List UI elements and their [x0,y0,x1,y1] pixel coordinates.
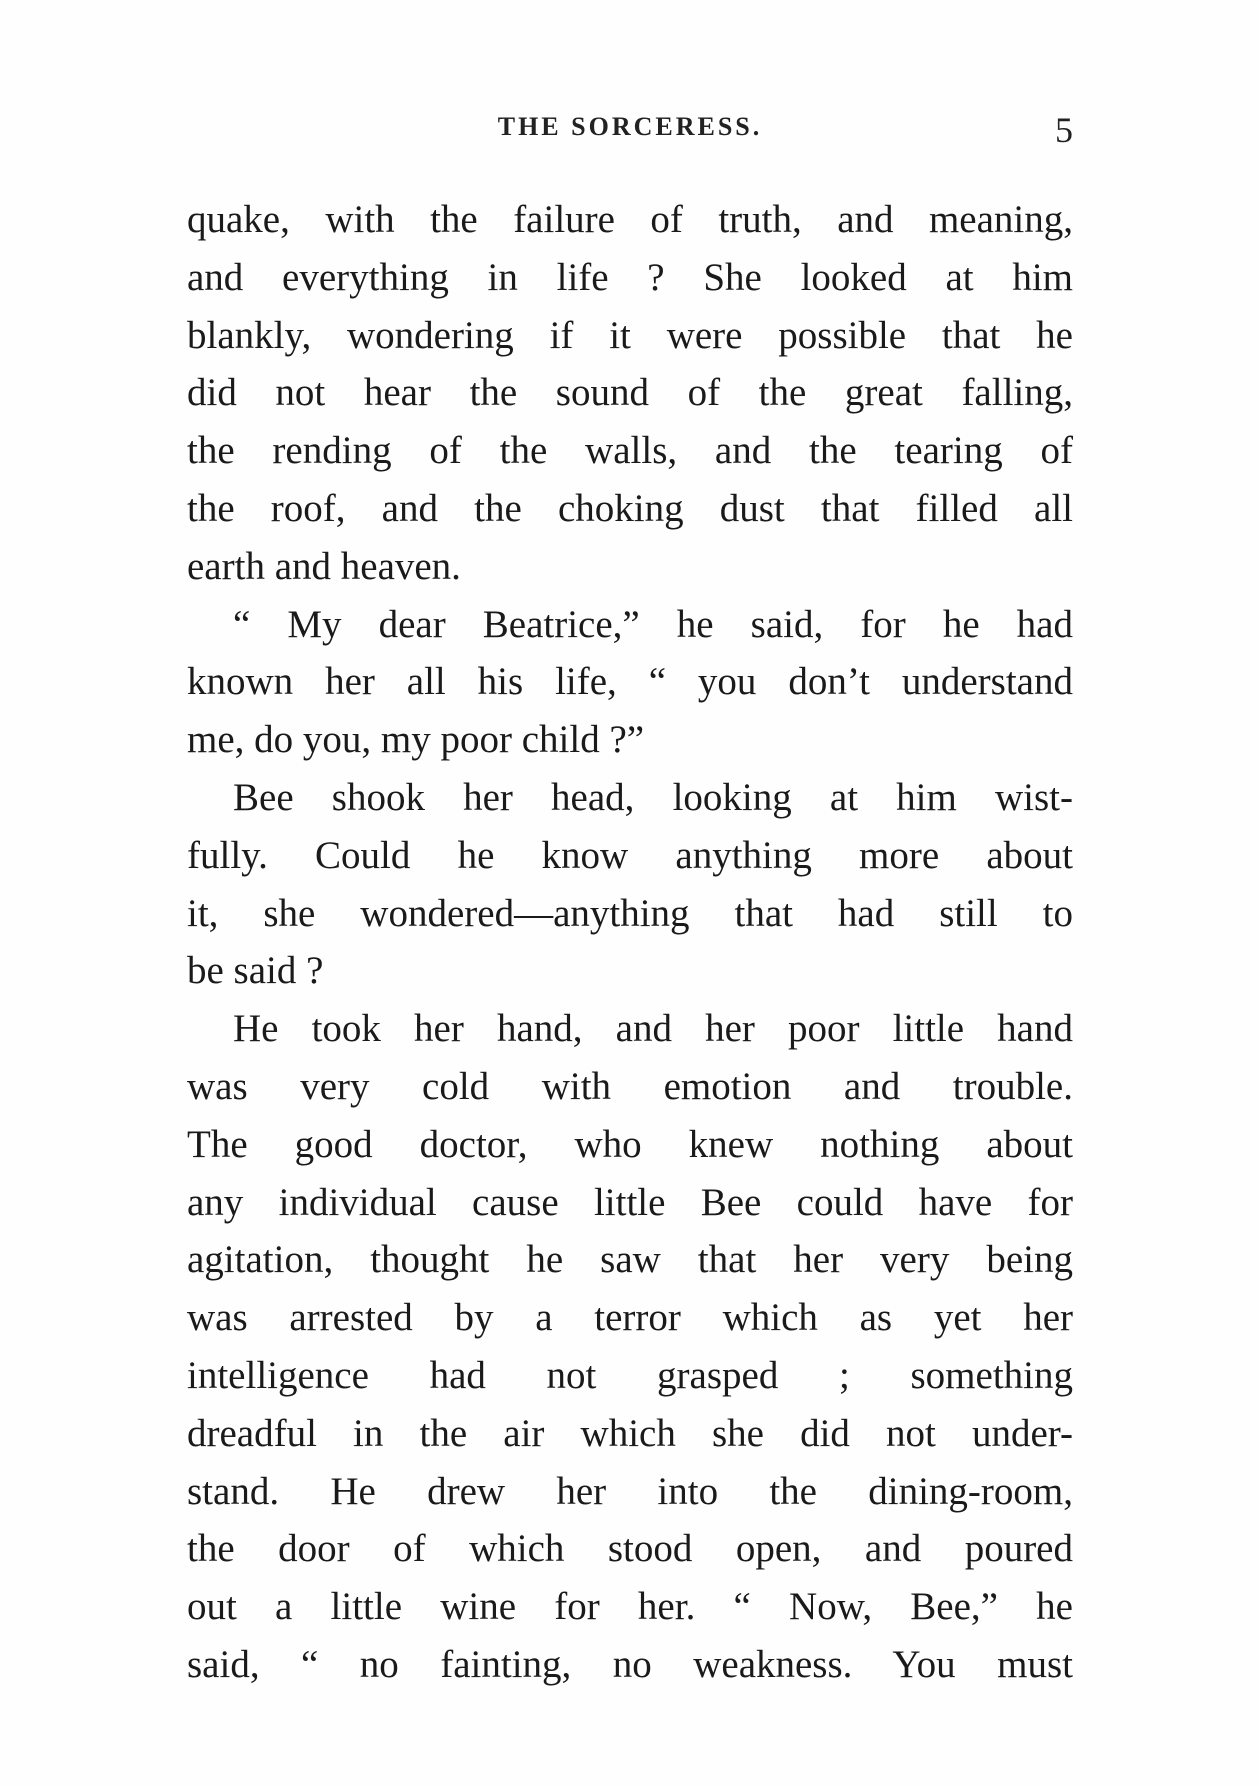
text-line: known her all his life, “ you don’t understand [187,660,1073,704]
text-line: fully. Could he know anything more about [187,833,1073,877]
text-line: blankly, wondering if it were possible that he [187,313,1073,357]
text-line: the roof, and the choking dust that filled all [187,486,1073,530]
body-text [187,191,1073,1694]
text-line: stand. He drew her into the dining-room, [187,1469,1073,1513]
text-line: was arrested by a terror which as yet her [187,1296,1073,1340]
text-line: earth and heaven. [187,544,461,588]
text-line: dreadful in the air which she did not under- [187,1411,1073,1455]
text-line: Bee shook her head, looking at him wist- [233,775,1073,819]
text-line: said, “ no fainting, no weakness. You must [187,1642,1073,1686]
paragraph [187,1000,1073,1694]
text-line: the rending of the walls, and the tearing of [187,429,1073,473]
text-line: intelligence had not grasped ; something [187,1353,1073,1397]
running-title: THE SORCERESS. [497,112,763,141]
text-line: me, do you, my poor child ?” [187,718,645,762]
text-line: out a little wine for her. “ Now, Bee,” he [187,1585,1073,1629]
text-line: any individual cause little Bee could have for [187,1180,1073,1224]
text-line: quake, with the failure of truth, and meaning, [187,198,1073,241]
text-line: it, she wondered—anything that had still to [187,891,1073,935]
paragraph [187,596,1073,769]
text-line: be said ? [187,949,324,993]
page-header [187,112,1073,152]
text-line: agitation, thought he saw that her very being [187,1238,1073,1282]
text-line: was very cold with emotion and trouble. [187,1064,1073,1108]
text-line: did not hear the sound of the great falling, [187,371,1073,415]
text-line: The good doctor, who knew nothing about [187,1122,1073,1166]
paragraph [187,191,1073,596]
text-line: and everything in life ? She looked at him [187,255,1073,299]
text-line: the door of which stood open, and poured [187,1527,1073,1571]
paragraph [187,769,1073,1000]
page-number: 5 [1055,110,1073,150]
text-line: He took her hand, and her poor little hand [233,1007,1073,1051]
text-line: “ My dear Beatrice,” he said, for he had [233,602,1073,646]
